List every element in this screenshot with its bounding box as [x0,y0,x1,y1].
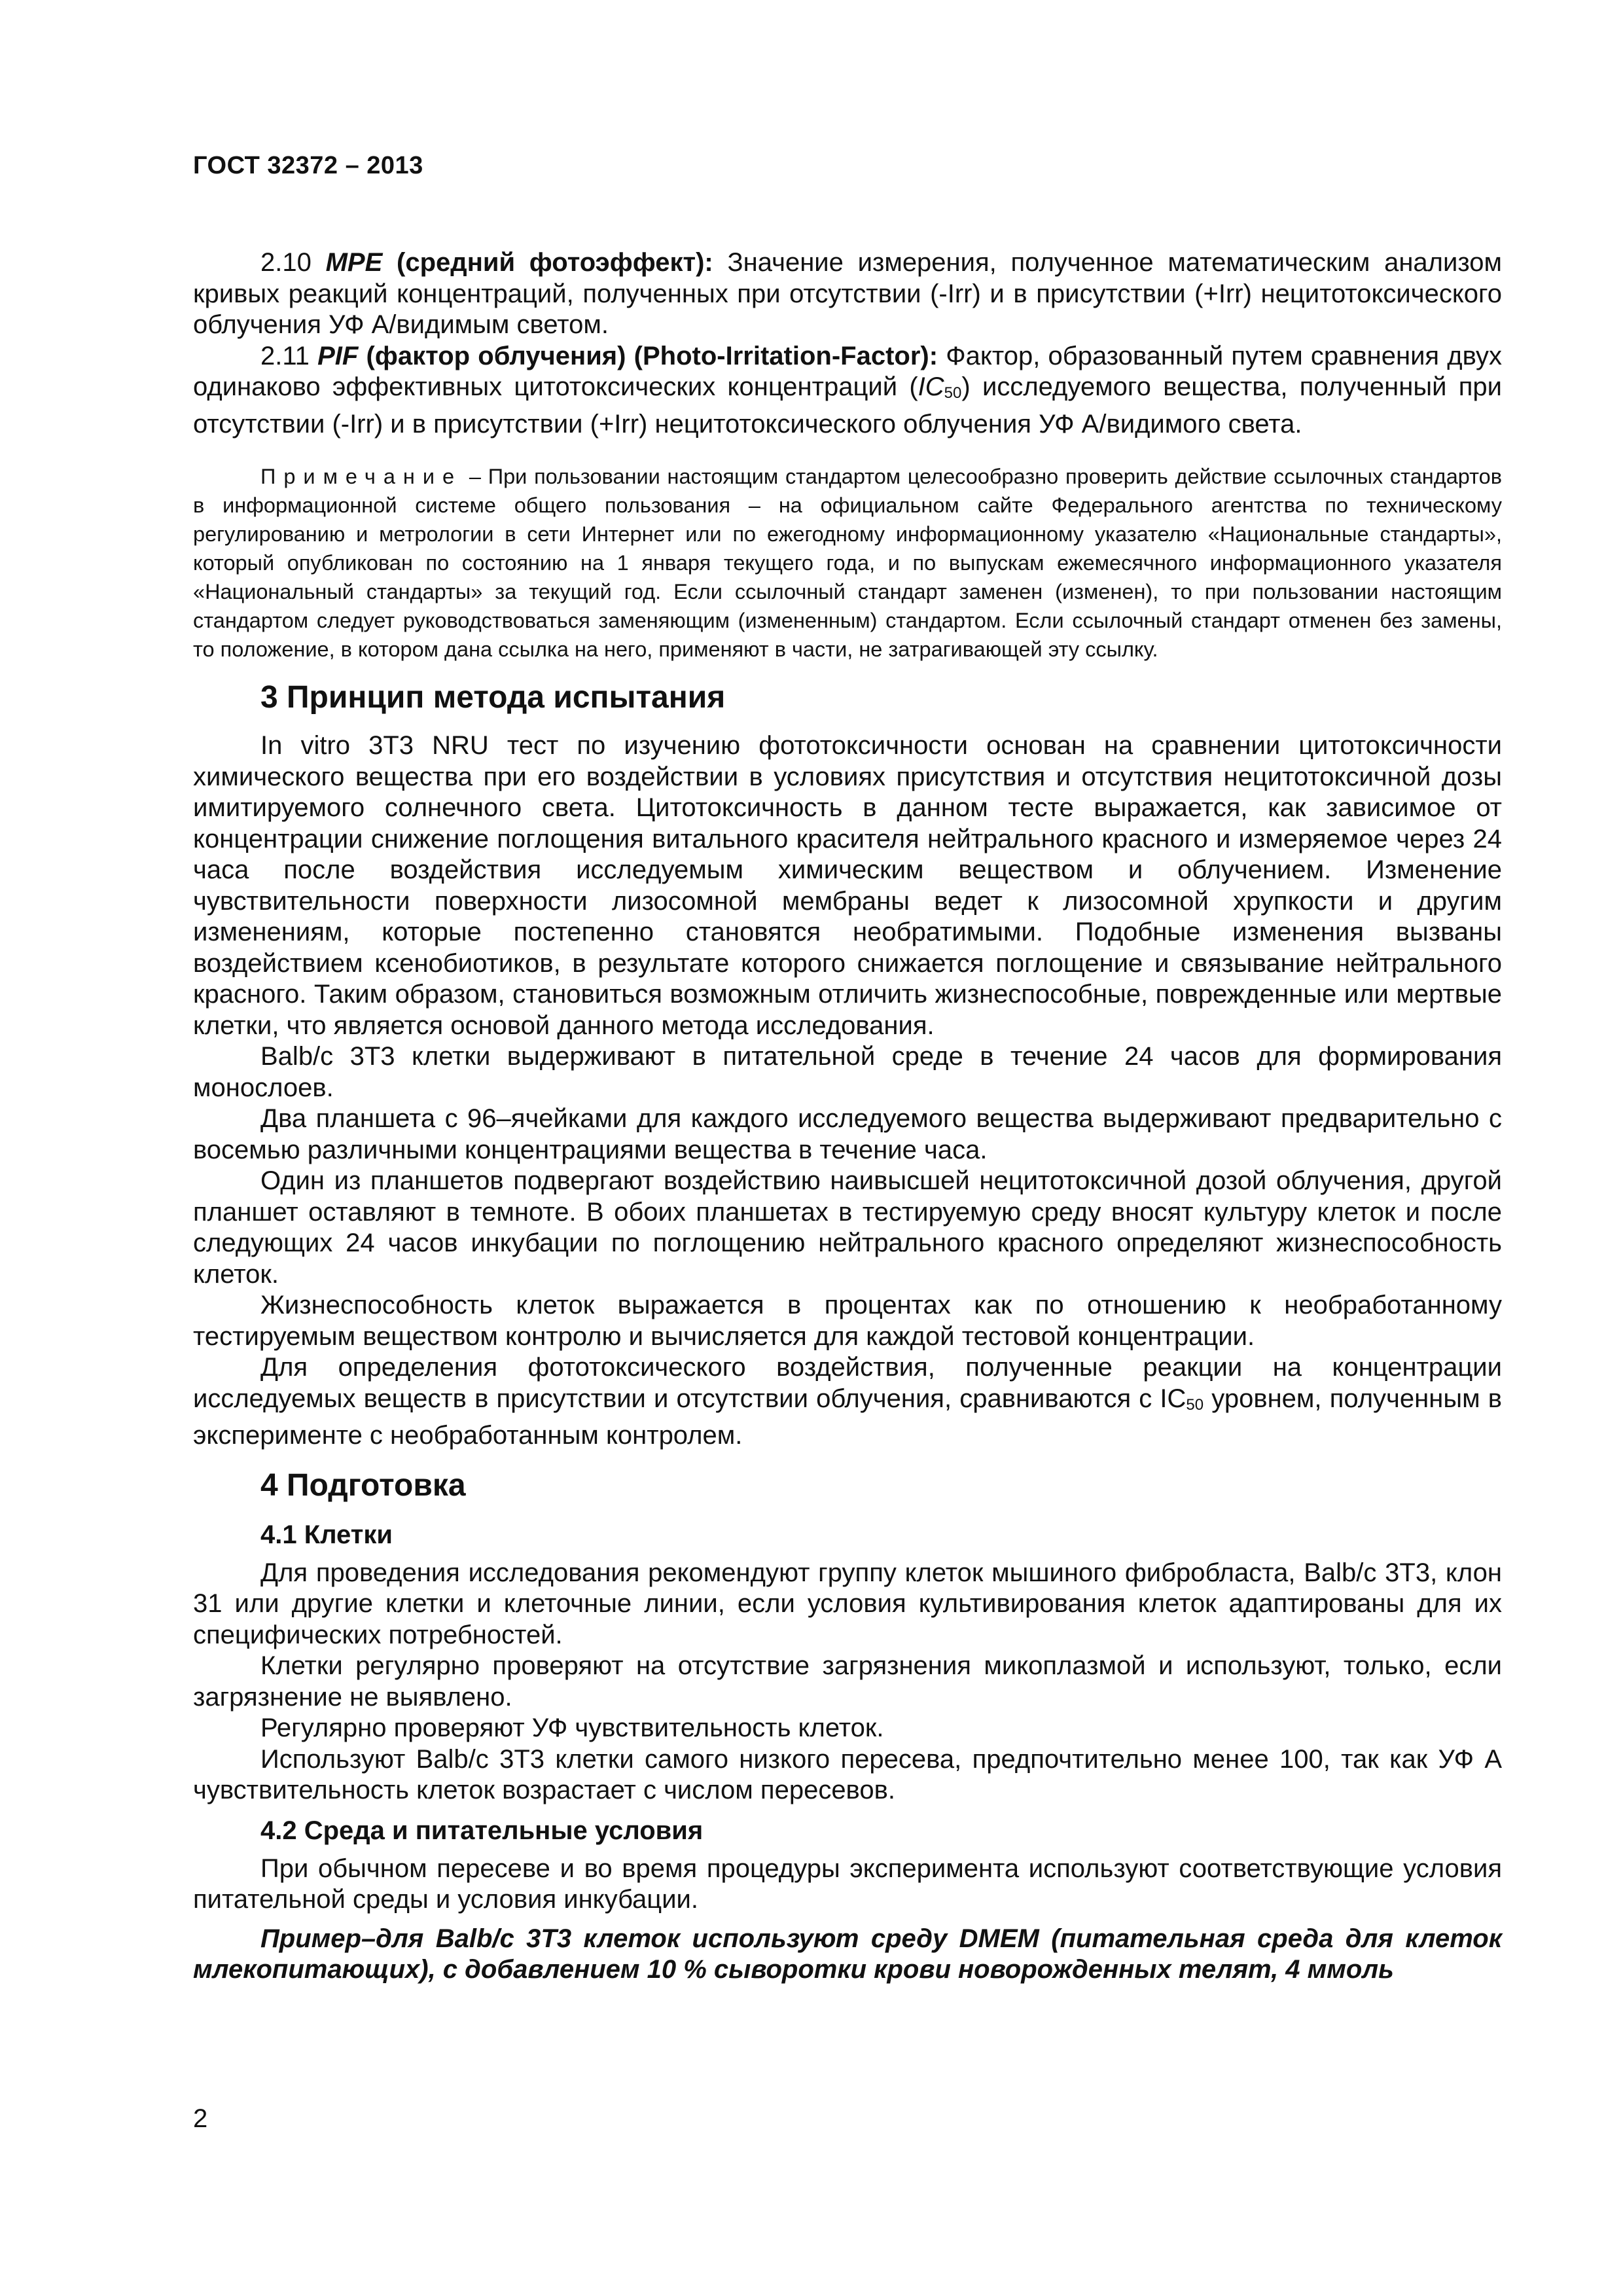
page-body [193,247,1502,1986]
ic-subscript: 50 [1186,1395,1204,1414]
definition-number: 2.10 [260,248,326,277]
paragraph-text-cont: уровнем, полученным в эксперименте с необработанным контролем. [193,1384,1502,1450]
section-3-paragraph: Balb/c 3T3 клетки выдерживают в питательной среде в течение 24 часов для формирования монослоев. [193,1042,1502,1102]
note-text: – При пользовании настоящим стандартом целесообразно проверить действие ссылочных стандартов в информационной системе общего пользования – на официальном сайте Федерального агентства по техническому регулированию и метрологии в сети Интернет или по ежегодному информационному указателю «Национальные стандарты», который опубликован по состоянию на 1 января текущего года, и по выпускам ежемесячного информационного указателя «Национальный стандарты» за текущий год. Если ссылочный стандарт заменен (изменен), то при пользовании настоящим стандартом следует руководствоваться заменяющим (измененным) стандартом. Если ссылочный стандарт отменен без замены, то положение, в котором дана ссылка на него, применяют в части, не затрагивающей эту ссылку. [193,465,1502,661]
subsection-4-2-title: 4.2 Среда и питательные условия [260,1816,704,1845]
page-number: 2 [193,2104,208,2133]
definition-text-cont: ) исследуемого вещества, полученный при отсутствии (-Irr) и в присутствии (+Irr) нецитотоксического облучения УФ А/видимого света. [193,372,1503,439]
section-3-paragraph: In vitro 3T3 NRU тест по изучению фототоксичности основан на сравнении цитотоксичности химического вещества при его воздействии в условиях присутствия и отсутствия нецитотоксичной дозы имитируемого солнечного света. Цитотоксичность в данном тесте выражается, как зависимое от концентрации снижение поглощения витального красителя нейтрального красного и измеряемое через 24 часа после воздействия исследуемым химическим веществом и облучением. Изменение чувствительности поверхности лизосомной мембраны ведет к лизосомной хрупкости и другим изменениям, которые постепенно становятся необратимыми. Подобные изменения вызваны воздействием ксенобиотиков, в результате которого снижается поглощение и связывание нейтрального красного. Таким образом, становиться возможным отличить жизнеспособные, поврежденные или мертвые клетки, что является основой данного метода исследования. [193,731,1502,1040]
ic-symbol: IC [918,372,944,401]
subsection-4-1-paragraph: Для проведения исследования рекомендуют группу клеток мышиного фибробласта, Balb/c 3T3, клон 31 или другие клетки и клеточные линии, если условия культивирования клеток адаптированы для их специфических потребностей. [193,1558,1502,1649]
definition-term: MPE [325,248,383,277]
document-header: ГОСТ 32372 – 2013 [193,152,423,179]
subsection-4-1-paragraph: Используют Balb/c 3T3 клетки самого низкого пересева, предпочтительно менее 100, так как УФ А чувствительность клеток возрастает с числом пересевов. [193,1744,1502,1804]
definition-term-rest: (средний фотоэффект): [382,248,713,277]
note-block [193,462,1502,664]
subsection-4-1-paragraph: Регулярно проверяют УФ чувствительность клеток. [260,1713,884,1742]
section-4-title: 4 Подготовка [260,1467,466,1503]
section-3-paragraph: Жизнеспособность клеток выражается в процентах как по отношению к необработанному тестируемым веществом контролю и вычисляется для каждой тестовой концентрации. [193,1291,1502,1351]
definition-2-10 [193,247,1502,341]
definition-term-rest: (фактор облучения) (Photo-Irritation-Factor): [358,341,938,370]
note-label: Примечание [260,465,463,488]
section-3-paragraph: Два планшета с 96–ячейками для каждого исследуемого вещества выдерживают предварительно с восемью различными концентрациями вещества в течение часа. [193,1104,1502,1164]
definition-term: PIF [317,341,359,370]
definition-text: Фактор, образованный путем сравнения двух одинаково эффективных цитотоксических концентраций ( [193,341,1502,401]
subsection-4-1-title: 4.1 Клетки [260,1520,393,1549]
section-3-paragraph: Один из планшетов подвергают воздействию наивысшей нецитотоксичной дозой облучения, другой планшет оставляют в темноте. В обоих планшетах в тестируемую среду вносят культуру клеток и после следующих 24 часов инкубации по поглощению нейтрального красного определяют жизнеспособность клеток. [193,1166,1502,1289]
ic-subscript: 50 [944,384,962,402]
subsection-4-2-paragraph: При обычном пересеве и во время процедуры эксперимента используют соответствующие условия питательной среды и условия инкубации. [193,1854,1502,1914]
section-3-paragraph [193,1352,1502,1452]
definition-text: Значение измерения, полученное математическим анализом кривых реакций концентраций, полученных при отсутствии (-Irr) и в присутствии (+Irr) нецитотоксического облучения УФ А/видимым светом. [193,248,1502,339]
paragraph-text: Для определения фототоксического воздействия, полученные реакции на концентрации исследуемых веществ в присутствии и отсутствии облучения, сравниваются с IC [193,1353,1502,1413]
subsection-4-1-paragraph: Клетки регулярно проверяют на отсутствие загрязнения микоплазмой и используют, только, если загрязнение не выявлено. [193,1651,1502,1712]
definition-number: 2.11 [260,341,318,370]
definition-2-11 [193,341,1502,440]
section-3-title: 3 Принцип метода испытания [260,680,726,715]
example-paragraph: Пример–для Balb/c 3T3 клеток используют среду DMEM (питательная среда для клеток млекопитающих), с добавлением 10 % сыворотки крови новорожденных телят, 4 ммоль [193,1924,1502,1984]
